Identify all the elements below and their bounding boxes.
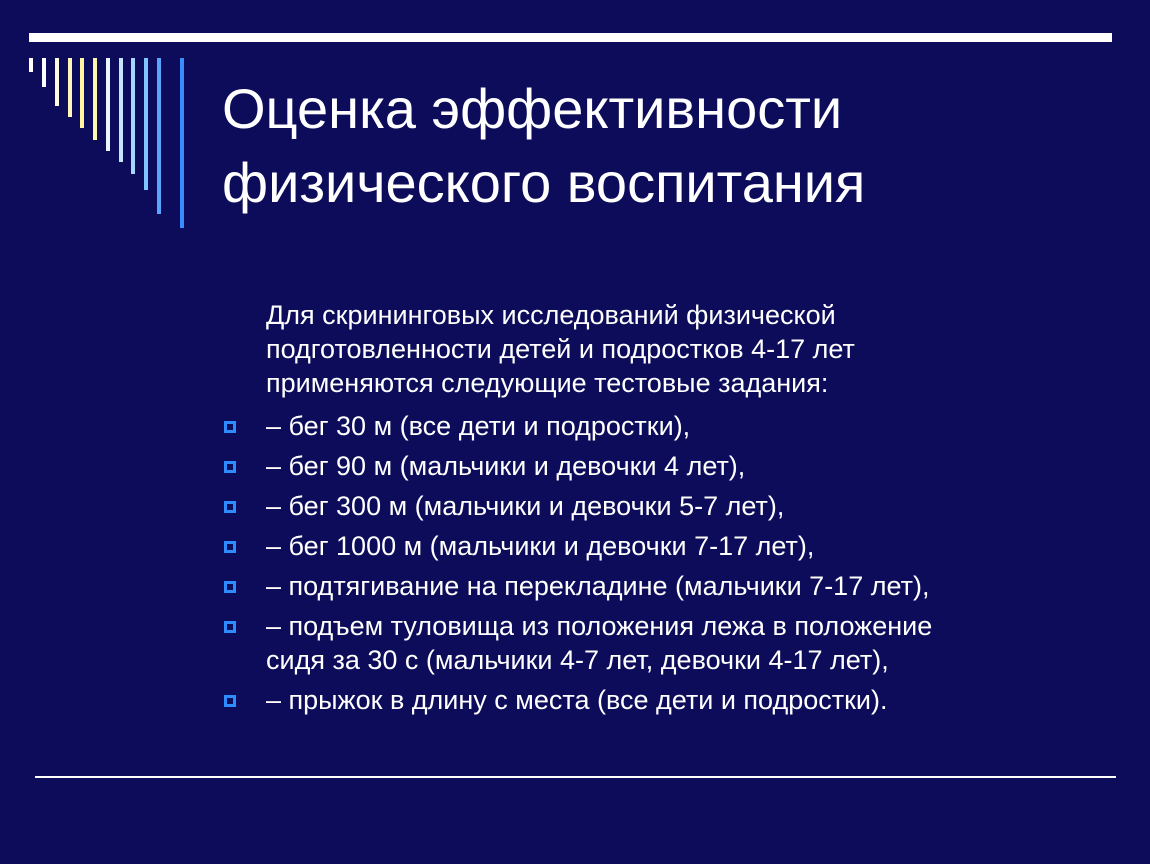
stripe xyxy=(42,58,46,87)
intro-paragraph xyxy=(266,298,1126,400)
stripe xyxy=(180,58,184,228)
bottom-rule xyxy=(35,776,1116,778)
list-item xyxy=(222,489,1122,523)
list-item-text: – подъем туловища из положения лежа в положение xyxy=(266,611,933,641)
slide-title xyxy=(222,72,1122,220)
title-line: Оценка эффективности xyxy=(222,77,843,140)
intro-line: Для скрининговых исследований физической xyxy=(266,300,836,330)
stripe xyxy=(29,58,33,72)
hollow-square-icon xyxy=(224,461,236,473)
list-item-text: сидя за 30 с (мальчики 4-7 лет, девочки 4-17 лет), xyxy=(266,645,889,675)
stripe xyxy=(144,58,148,190)
stripe xyxy=(131,58,135,174)
hollow-square-icon xyxy=(224,541,236,553)
stripe xyxy=(93,58,97,140)
hollow-square-icon xyxy=(224,421,236,433)
stripe xyxy=(80,58,84,128)
list-item xyxy=(222,449,1122,483)
intro-line: применяются следующие тестовые задания: xyxy=(266,368,829,398)
list-item-text: – бег 300 м (мальчики и девочки 5-7 лет), xyxy=(266,491,785,521)
title-line: физического воспитания xyxy=(222,151,866,214)
list-item-text: – бег 30 м (все дети и подростки), xyxy=(266,411,691,441)
list-item xyxy=(222,609,1122,677)
test-list xyxy=(222,409,1122,723)
stripe xyxy=(55,58,59,106)
hollow-square-icon xyxy=(224,581,236,593)
hollow-square-icon xyxy=(224,621,236,633)
list-item-text: – подтягивание на перекладине (мальчики 7-17 лет), xyxy=(266,571,930,601)
decorative-stripes xyxy=(0,0,200,240)
list-item xyxy=(222,569,1122,603)
hollow-square-icon xyxy=(224,501,236,513)
stripe xyxy=(68,58,72,117)
list-item xyxy=(222,683,1122,717)
stripe xyxy=(119,58,123,162)
stripe xyxy=(106,58,110,151)
list-item-text: – прыжок в длину с места (все дети и подростки). xyxy=(266,685,888,715)
list-item-text: – бег 90 м (мальчики и девочки 4 лет), xyxy=(266,451,746,481)
list-item xyxy=(222,529,1122,563)
list-item xyxy=(222,409,1122,443)
list-item-text: – бег 1000 м (мальчики и девочки 7-17 лет), xyxy=(266,531,815,561)
intro-line: подготовленности детей и подростков 4-17 лет xyxy=(266,334,855,364)
stripe xyxy=(157,58,161,214)
hollow-square-icon xyxy=(224,695,236,707)
